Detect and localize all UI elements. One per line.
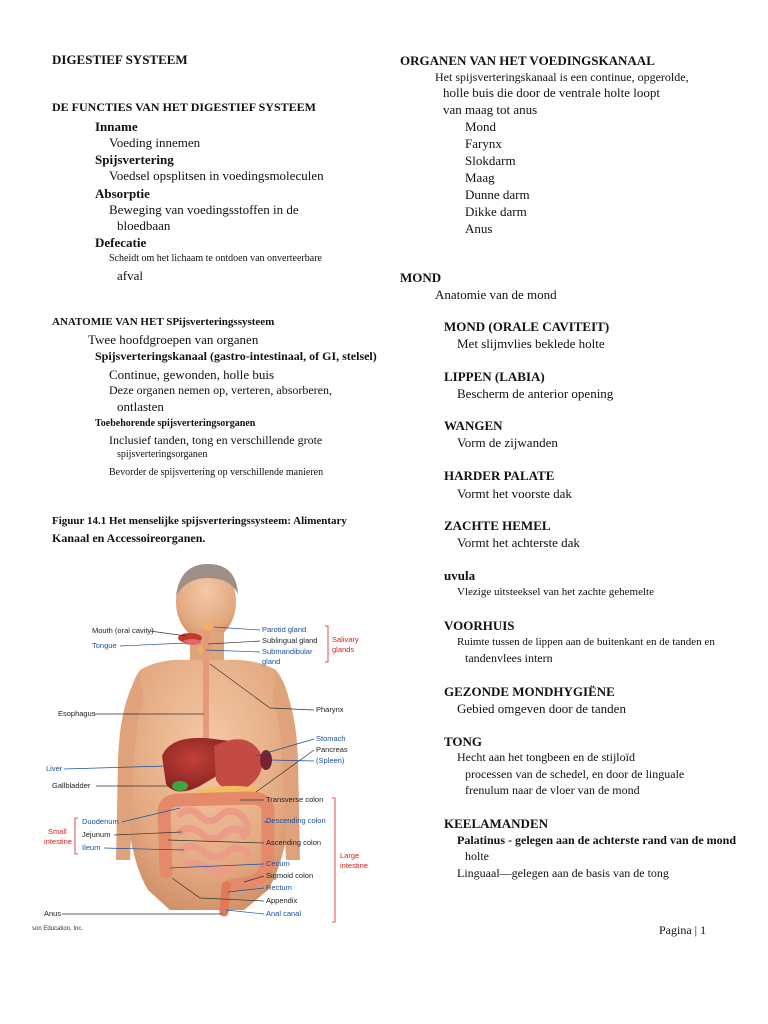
label-small-1: Small xyxy=(48,827,67,836)
defecatie-label: Defecatie xyxy=(95,235,147,250)
organen-heading: ORGANEN VAN HET VOEDINGSKANAAL xyxy=(400,53,655,68)
label-esophagus: Esophagus xyxy=(58,709,96,718)
label-tongue: Tongue xyxy=(92,641,117,650)
label-ileum: Ileum xyxy=(82,843,101,852)
section-sub: Gebied omgeven door de tanden xyxy=(457,701,626,716)
organ-list-item: Dikke darm xyxy=(465,204,527,219)
defecatie-sub2: afval xyxy=(117,268,143,283)
section-title: WANGEN xyxy=(444,418,503,433)
section-sub: Linguaal—gelegen aan de basis van de tong xyxy=(457,866,669,880)
functions-heading: DE FUNCTIES VAN HET DIGESTIEF SYSTEEM xyxy=(52,100,316,114)
label-transverse: Transverse colon xyxy=(266,795,324,804)
label-salivary-1: Salivary xyxy=(332,635,359,644)
figure-credit: son Education, Inc. xyxy=(32,926,84,932)
organ-list-item: Farynx xyxy=(465,136,502,151)
section-sub: Palatinus - gelegen aan de achterste rand van de mond xyxy=(457,833,736,847)
organ-list-item: Anus xyxy=(465,221,493,236)
defecatie-sub1: Scheidt om het lichaam te ontdoen van onverteerbare xyxy=(109,253,322,264)
organ-list-item: Maag xyxy=(465,170,495,185)
section-sub: frenulum naar de vloer van de mond xyxy=(465,783,640,797)
tongue-shape xyxy=(183,639,201,645)
label-salivary-2: glands xyxy=(332,645,355,654)
section-sub: Vorm de zijwanden xyxy=(457,435,558,450)
section-sub: tandenvlees intern xyxy=(465,651,553,665)
label-cecum: Cecum xyxy=(266,859,290,868)
mond-sub: Anatomie van de mond xyxy=(435,287,557,302)
section-title: HARDER PALATE xyxy=(444,468,555,483)
section-title: MOND (ORALE CAVITEIT) xyxy=(444,319,610,334)
kanaal-sub1: Continue, gewonden, holle buis xyxy=(109,367,275,382)
label-duodenum: Duodenum xyxy=(82,817,119,826)
section-sub: Ruimte tussen de lippen aan de buitenkant en de tanden en xyxy=(457,636,715,648)
label-anus: Anus xyxy=(44,909,62,918)
parotid-shape xyxy=(203,621,213,631)
organ-list-item: Dunne darm xyxy=(465,187,530,202)
spijs-label: Spijsvertering xyxy=(95,152,174,167)
label-appendix: Appendix xyxy=(266,896,298,905)
kanaal-label: Spijsverteringskanaal (gastro-intestinaal, of GI, stelsel) xyxy=(95,349,377,363)
section-sub: Bescherm de anterior opening xyxy=(457,386,614,401)
section-title: VOORHUIS xyxy=(444,618,515,633)
label-rectum: Rectum xyxy=(266,883,292,892)
organen-intro-3: van maag tot anus xyxy=(443,102,538,117)
twee-groepen: Twee hoofdgroepen van organen xyxy=(88,332,259,347)
page-number: Pagina | 1 xyxy=(659,923,707,937)
kanaal-sub2b: ontlasten xyxy=(117,399,164,414)
label-small-2: intestine xyxy=(44,837,72,846)
label-pancreas: Pancreas xyxy=(316,745,348,754)
anatomy-heading: ANATOMIE VAN HET SPijsverteringssysteem xyxy=(52,316,275,328)
label-sublingual: Sublingual gland xyxy=(262,636,318,645)
organ-list-item: Slokdarm xyxy=(465,153,516,168)
section-title: GEZONDE MONDHYGIËNE xyxy=(444,684,615,699)
section-sub: Hecht aan het tongbeen en de stijloïd xyxy=(457,750,635,764)
label-pharynx: Pharynx xyxy=(316,705,344,714)
organ-list-item: Mond xyxy=(465,119,497,134)
section-sub: Vlezige uitsteeksel van het zachte gehemelte xyxy=(457,586,654,598)
organen-intro-2: holle buis die door de ventrale holte loopt xyxy=(443,85,660,100)
inname-label: Inname xyxy=(95,119,138,134)
toebeh-sub1a: Inclusief tanden, tong en verschillende grote xyxy=(109,433,323,447)
section-sub: Met slijmvlies beklede holte xyxy=(457,336,605,351)
label-large-2: intestine xyxy=(340,861,368,870)
kanaal-sub2a: Deze organen nemen op, verteren, absorberen, xyxy=(109,383,333,397)
label-spleen: (Spleen) xyxy=(316,756,345,765)
section-sub: Vormt het achterste dak xyxy=(457,535,580,550)
page-title: DIGESTIEF SYSTEEM xyxy=(52,52,188,67)
label-submandibular-1: Submandibular xyxy=(262,647,313,656)
organen-intro-1: Het spijsverteringskanaal is een continue, opgerolde, xyxy=(435,70,689,84)
label-parotid: Parotid gland xyxy=(262,625,307,634)
label-gallbladder: Gallbladder xyxy=(52,781,91,790)
label-liver: Liver xyxy=(46,764,63,773)
section-title: uvula xyxy=(444,568,476,583)
label-descending: Descending colon xyxy=(266,816,326,825)
toebeh-sub1b: spijsverteringsorganen xyxy=(117,449,208,460)
section-title: TONG xyxy=(444,734,483,749)
inname-sub: Voeding innemen xyxy=(109,135,201,150)
absorptie-sub2: bloedbaan xyxy=(117,218,171,233)
absorptie-label: Absorptie xyxy=(95,186,150,201)
label-mouth: Mouth (oral cavity) xyxy=(92,626,154,635)
section-title: KEELAMANDEN xyxy=(444,816,549,831)
section-sub: Vormt het voorste dak xyxy=(457,486,572,501)
section-title: LIPPEN (LABIA) xyxy=(444,369,545,384)
absorptie-sub1: Beweging van voedingsstoffen in de xyxy=(109,202,299,217)
label-anal: Anal canal xyxy=(266,909,302,918)
section-title: ZACHTE HEMEL xyxy=(444,518,551,533)
label-stomach: Stomach xyxy=(316,734,346,743)
mond-heading: MOND xyxy=(400,270,442,285)
label-submandibular-2: gland xyxy=(262,657,281,666)
label-ascending: Ascending colon xyxy=(266,838,322,847)
label-jejunum: Jejunum xyxy=(82,830,111,839)
digestive-system-figure xyxy=(30,560,380,935)
toebeh-sub2: Bevorder de spijsvertering op verschillende manieren xyxy=(109,467,324,478)
section-sub: processen van de schedel, en door de linguale xyxy=(465,767,685,781)
label-sigmoid: Sigmoid colon xyxy=(266,871,314,880)
spijs-sub: Voedsel opsplitsen in voedingsmoleculen xyxy=(109,168,324,183)
section-sub: holte xyxy=(465,849,489,863)
toebeh-label: Toebehorende spijsverteringsorganen xyxy=(95,418,256,429)
gallbladder-shape xyxy=(172,781,188,791)
figure-caption-line1: Figuur 14.1 Het menselijke spijsverteringssysteem: Alimentary xyxy=(52,515,347,527)
figure-caption-line2: Kanaal en Accessoireorganen. xyxy=(52,531,206,545)
label-large-1: Large xyxy=(340,851,360,860)
